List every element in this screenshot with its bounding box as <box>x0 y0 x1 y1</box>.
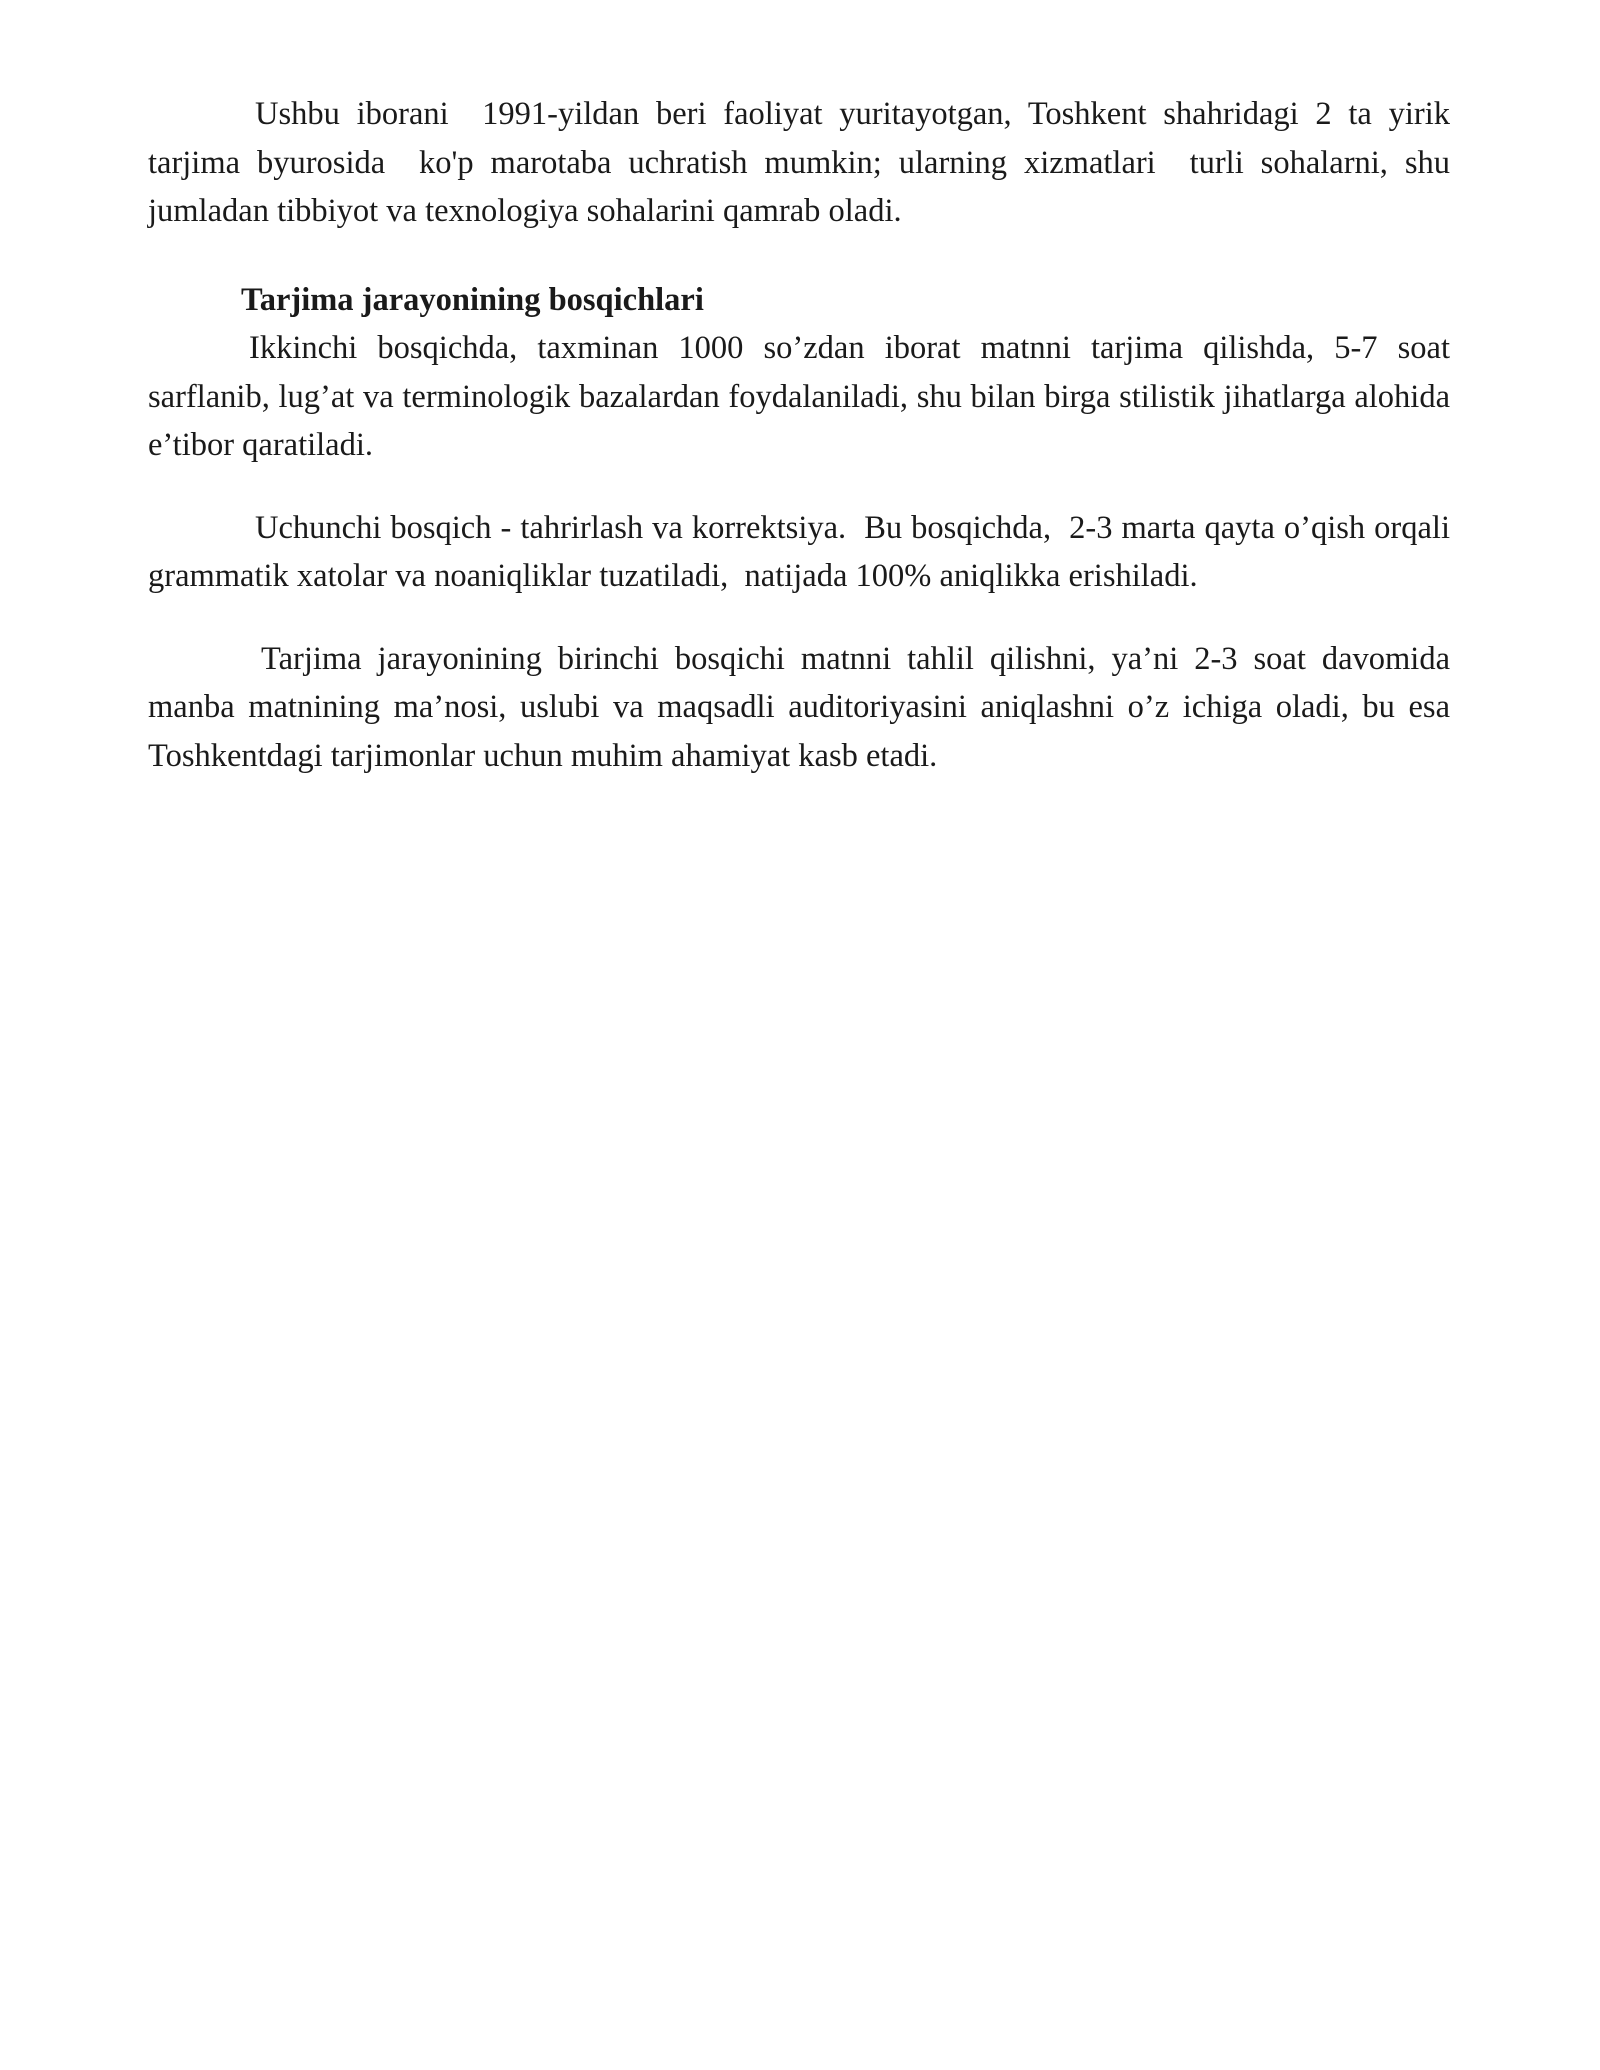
section-heading: Tarjima jarayonining bosqichlari <box>241 281 704 318</box>
third-stage-paragraph: Uchunchi bosqich - tahrirlash va korrektsiya. Bu bosqichda, 2-3 marta qayta o’qish orqali grammatik xatolar va noaniqliklar tuzatiladi, natijada 100% aniqlikka erishiladi. <box>148 509 1459 594</box>
document-body <box>148 90 1459 780</box>
intro-paragraph: Ushbu iborani 1991-yildan beri faoliyat yuritayotgan, Toshkent shahridagi 2 ta yirik tarjima byurosida ko'p marotaba uchratish mumkin; ularning xizmatlari turli sohalarni, shu jumladan tibbiyot va texnologiya sohalarini qamrab oladi. <box>148 96 1459 229</box>
second-stage-paragraph: Ikkinchi bosqichda, taxminan 1000 so’zdan iborat matnni tarjima qilishda, 5-7 soat sarflanib, lug’at va terminologik bazalardan foydalaniladi, shu bilan birga stilistik jihatlarga alohida e’tibor qaratiladi. <box>148 330 1459 463</box>
first-stage-paragraph: Tarjima jarayonining birinchi bosqichi matnni tahlil qilishni, ya’ni 2-3 soat davomida manba matnining ma’nosi, uslubi va maqsadli auditoriyasini aniqlashni o’z ichiga oladi, bu esa Toshkentdagi tarjimonlar uchun muhim ahamiyat kasb etadi. <box>148 640 1459 774</box>
